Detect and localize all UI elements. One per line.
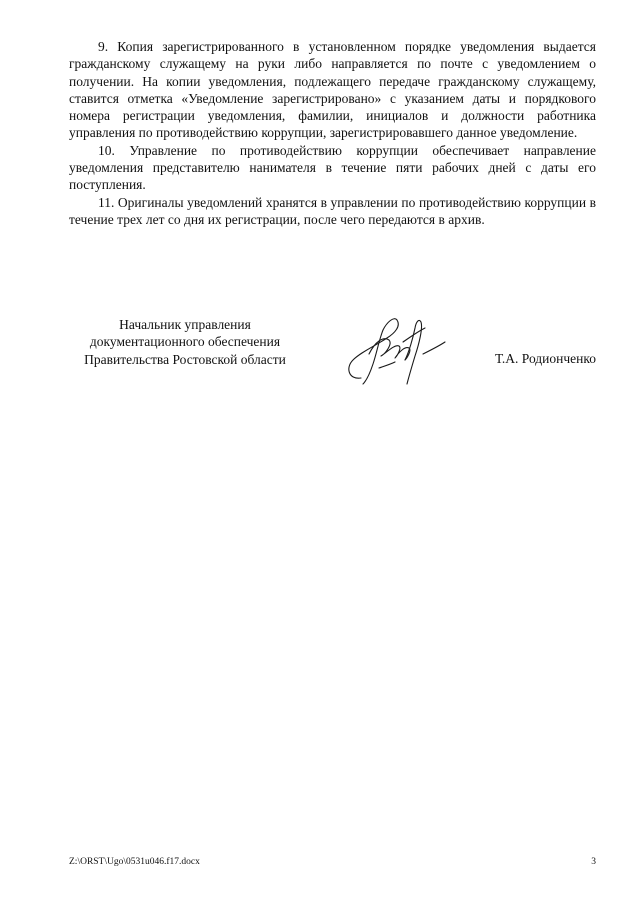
- handwritten-signature-icon: [339, 308, 449, 394]
- paragraph-11: 11. Оригиналы уведомлений хранятся в управлении по противодействию коррупции в течение трех лет со дня их регистрации, после чего передаются в архив.: [69, 194, 596, 227]
- paragraph-9: 9. Копия зарегистрированного в установленном порядке уведомления выдается гражданскому служащему на руки либо направляется по почте с уведомлением о получении. На копии уведомления, подлежащего передаче гражданскому служащему, ставится отметка «Уведомление зарегистрировано» с указанием даты и порядкового номера регистрации уведомления, фамилии, инициалов и должности работника управления по противодействию коррупции, зарегистрировавшего данное уведомление.: [69, 39, 596, 141]
- page-number: 3: [591, 857, 596, 867]
- document-body: [69, 38, 596, 228]
- signer-position-line: Начальник управления: [119, 317, 251, 332]
- signer-name: Т.А. Родионченко: [495, 351, 596, 366]
- signer-position-line: документационного обеспечения: [89, 334, 281, 350]
- signer-position-line: Правительства Ростовской области: [84, 351, 286, 367]
- signature-block: [69, 316, 596, 396]
- file-path: Z:\ORST\Ugo\0531u046.f17.docx: [69, 857, 200, 867]
- paragraph-10: 10. Управление по противодействию коррупции обеспечивает направление уведомления представителю нанимателя в течение пяти рабочих дней с даты его поступления.: [69, 142, 596, 193]
- signer-position: [69, 316, 301, 368]
